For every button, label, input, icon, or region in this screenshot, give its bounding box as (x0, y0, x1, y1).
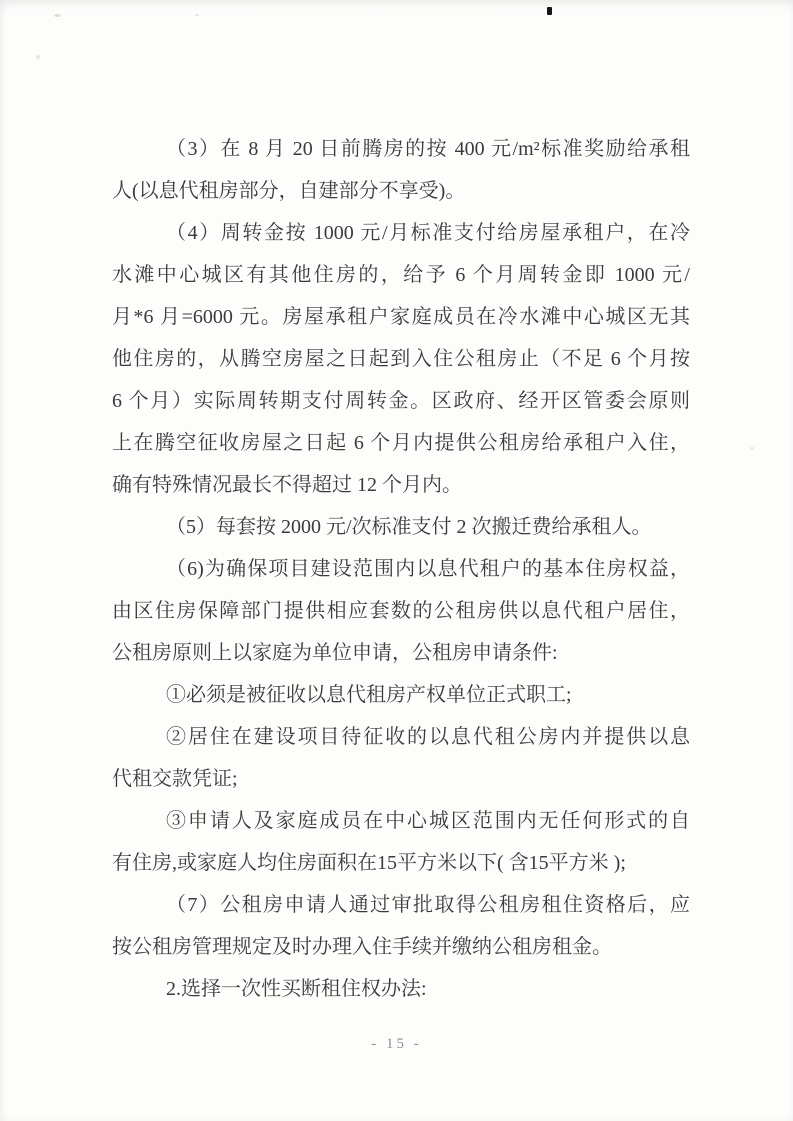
text-line: ①必须是被征收以息代租房产权单位正式职工; (166, 684, 572, 706)
text-line: 上在腾空征收房屋之日起 6 个月内提供公租房给承租户入住， (112, 432, 690, 454)
text-line: ③申请人及家庭成员在中心城区范围内无任何形式的自 (166, 810, 690, 832)
text-line: 2.选择一次性买断租住权办法: (166, 978, 427, 1000)
text-line: 有住房,或家庭人均住房面积在15平方米以下( 含15平方米 ); (112, 852, 626, 874)
document-body (112, 128, 690, 1010)
scan-artifact (750, 447, 754, 450)
text-line: 由区住房保障部门提供相应套数的公租房供以息代租户居住， (112, 600, 690, 622)
ink-dot (547, 7, 552, 15)
text-line: 月*6 月=6000 元。房屋承租户家庭成员在冷水滩中心城区无其 (112, 306, 690, 328)
text-line: 人(以息代租房部分，自建部分不享受)。 (112, 180, 466, 202)
scan-artifact (36, 55, 40, 59)
scan-artifact (195, 14, 199, 16)
page-number: - 15 - (371, 1036, 422, 1052)
scan-artifact (54, 14, 61, 17)
text-line: 代租交款凭证; (112, 768, 238, 790)
text-line: 确有特殊情况最长不得超过 12 个月内。 (112, 474, 462, 496)
text-line: （7）公租房申请人通过审批取得公租房租住资格后，应 (166, 894, 690, 916)
text-line: 6 个月）实际周转期支付周转金。区政府、经开区管委会原则 (112, 390, 690, 412)
text-line: 水滩中心城区有其他住房的，给予 6 个月周转金即 1000 元/ (112, 264, 690, 286)
text-line: ②居住在建设项目待征收的以息代租公房内并提供以息 (166, 726, 690, 748)
text-line: 他住房的，从腾空房屋之日起到入住公租房止（不足 6 个月按 (112, 348, 690, 370)
text-line: 按公租房管理规定及时办理入住手续并缴纳公租房租金。 (112, 936, 612, 958)
text-line: 公租房原则上以家庭为单位申请，公租房申请条件: (112, 642, 558, 664)
text-line: （6)为确保项目建设范围内以息代租户的基本住房权益， (166, 558, 690, 580)
text-line: （5）每套按 2000 元/次标准支付 2 次搬迁费给承租人。 (166, 516, 652, 538)
text-line: （4）周转金按 1000 元/月标准支付给房屋承租户，在冷 (166, 222, 690, 244)
text-line: （3）在 8 月 20 日前腾房的按 400 元/m²标准奖励给承租 (166, 138, 690, 160)
